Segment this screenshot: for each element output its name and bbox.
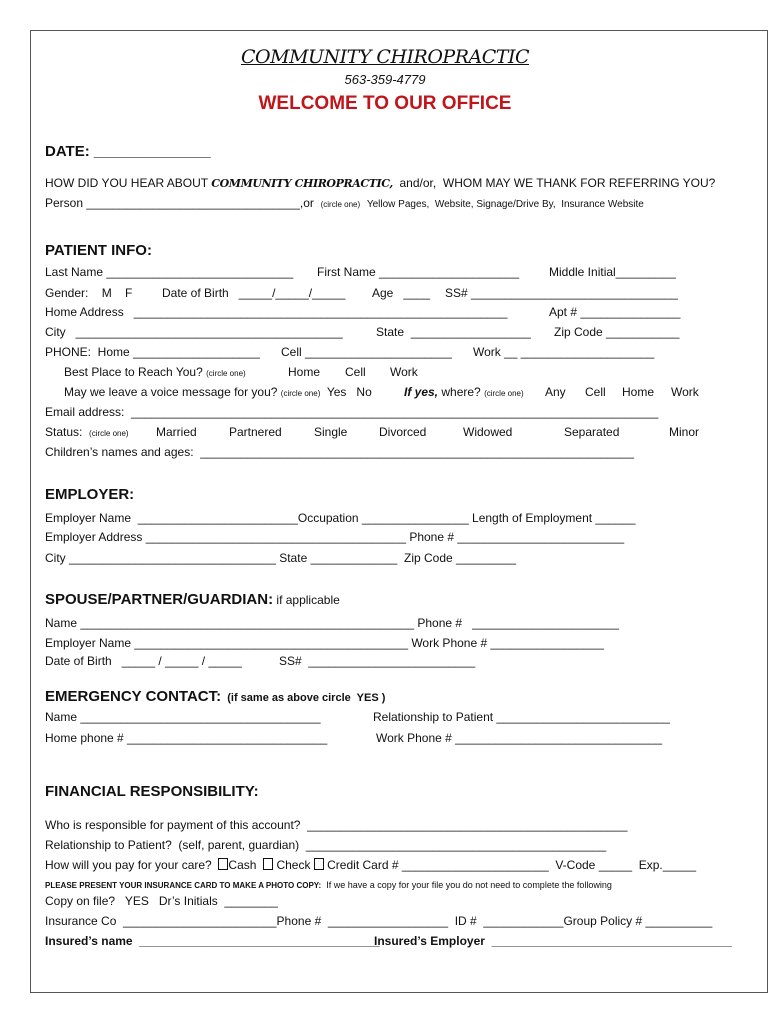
copy-note-text: If we have a copy for your file you do not need to complete the following	[321, 880, 612, 890]
phone-work-field[interactable]: Work __ ____________________	[473, 345, 655, 359]
check-label: Check	[276, 858, 311, 872]
employer-city-row[interactable]: City _______________________________ State _____________ Zip Code _________	[45, 551, 517, 565]
cash-label: Cash	[228, 858, 257, 872]
patient-info-heading: PATIENT INFO:	[45, 242, 152, 259]
referral-options[interactable]: Yellow Pages, Website, Signage/Drive By, Insurance Website	[366, 199, 644, 210]
status-label: Status:	[45, 425, 83, 439]
where-row	[404, 385, 524, 401]
where-circle: (circle one)	[484, 389, 524, 398]
spouse-heading: SPOUSE/PARTNER/GUARDIAN:	[45, 591, 274, 608]
phone-home-field[interactable]: PHONE: Home ___________________	[45, 345, 260, 359]
status-circle: (circle one)	[89, 429, 129, 438]
referral-circle-one: (circle one)	[320, 200, 361, 209]
home-address-field[interactable]: Home Address ________________________________________________________	[45, 305, 508, 319]
check-checkbox[interactable]	[263, 858, 273, 870]
credit-checkbox[interactable]	[314, 858, 324, 870]
status-partnered[interactable]: Partnered	[229, 425, 282, 439]
best-place-row	[64, 365, 246, 381]
best-home-option[interactable]: Home	[288, 365, 321, 379]
if-yes-label: If yes,	[404, 385, 439, 399]
insured-employer-field[interactable]: Insured’s Employer ____________________________________	[374, 934, 732, 948]
insurance-row[interactable]: Insurance Co _______________________Phone # __________________ ID # ____________Group Policy # __________	[45, 914, 713, 928]
referral-question	[45, 176, 715, 191]
spouse-dob-field[interactable]: Date of Birth _____ / _____ / _____	[45, 654, 242, 668]
gender-field[interactable]: Gender: M F	[45, 286, 133, 300]
status-separated[interactable]: Separated	[564, 425, 620, 439]
age-field[interactable]: Age ____	[372, 286, 431, 300]
referral-practice: COMMUNITY CHIROPRACTIC,	[211, 177, 393, 190]
emergency-home-phone-field[interactable]: Home phone # ______________________________	[45, 731, 328, 745]
date-field[interactable]: DATE: ______________	[45, 143, 211, 160]
city-field[interactable]: City ________________________________________	[45, 325, 343, 339]
best-place-label: Best Place to Reach You?	[64, 365, 203, 379]
employer-address-row[interactable]: Employer Address _______________________________________ Phone # _________________________	[45, 530, 625, 544]
spouse-applicable: if applicable	[273, 593, 340, 607]
status-single[interactable]: Single	[314, 425, 348, 439]
children-field[interactable]: Children’s names and ages: _________________________________________________________________	[45, 445, 635, 459]
spouse-employer-row[interactable]: Employer Name _________________________________________ Work Phone # _________________	[45, 636, 604, 650]
zip-field[interactable]: Zip Code ___________	[554, 325, 680, 339]
phone-cell-field[interactable]: Cell ______________________	[281, 345, 452, 359]
status-divorced[interactable]: Divorced	[379, 425, 427, 439]
status-widowed[interactable]: Widowed	[463, 425, 513, 439]
first-name-field[interactable]: First Name _____________________	[317, 265, 520, 279]
status-married[interactable]: Married	[156, 425, 197, 439]
last-name-field[interactable]: Last Name ____________________________	[45, 265, 294, 279]
best-work-option[interactable]: Work	[390, 365, 418, 379]
emergency-note: (if same as above circle YES )	[221, 692, 386, 704]
practice-phone: 563-359-4779	[344, 72, 426, 87]
financial-heading: FINANCIAL RESPONSIBILITY:	[45, 783, 259, 800]
emergency-name-field[interactable]: Name ____________________________________	[45, 710, 321, 724]
emergency-work-phone-field[interactable]: Work Phone # _______________________________	[376, 731, 663, 745]
cash-checkbox[interactable]	[218, 858, 228, 870]
where-work-option[interactable]: Work	[671, 385, 699, 399]
credit-card-field[interactable]: Credit Card # ______________________ V-Code _____ Exp._____	[327, 858, 697, 872]
where-cell-option[interactable]: Cell	[585, 385, 606, 399]
insurance-card-notice	[45, 877, 612, 893]
dob-field[interactable]: Date of Birth _____/_____/_____	[162, 286, 346, 300]
employer-heading: EMPLOYER:	[45, 486, 135, 503]
financial-relationship-field[interactable]: Relationship to Patient? (self, parent, guardian) _____________________________________________	[45, 838, 607, 852]
middle-initial-field[interactable]: Middle Initial_________	[549, 265, 676, 279]
spouse-ssn-field[interactable]: SS# _________________________	[279, 654, 476, 668]
best-cell-option[interactable]: Cell	[345, 365, 366, 379]
referral-person-field[interactable]: Person ________________________________,or	[45, 196, 314, 210]
employer-name-row[interactable]: Employer Name ________________________Occupation ________________ Length of Employment ______	[45, 511, 636, 525]
voice-message-label: May we leave a voice message for you?	[64, 385, 278, 399]
ssn-field[interactable]: SS# _______________________________	[445, 286, 678, 300]
status-minor[interactable]: Minor	[669, 425, 700, 439]
where-home-option[interactable]: Home	[622, 385, 655, 399]
where-any-option[interactable]: Any	[545, 385, 566, 399]
where-label: where?	[438, 385, 481, 399]
emergency-relationship-field[interactable]: Relationship to Patient __________________________	[373, 710, 670, 724]
payment-label: How will you pay for your care?	[45, 858, 219, 872]
payment-row	[45, 858, 696, 872]
referral-person-row	[45, 196, 644, 212]
present-card-text: PLEASE PRESENT YOUR INSURANCE CARD TO MAKE A PHOTO COPY:	[45, 881, 322, 890]
emergency-heading: EMERGENCY CONTACT:	[45, 688, 222, 705]
voice-circle: (circle one)	[280, 389, 321, 398]
spouse-name-row[interactable]: Name __________________________________________________ Phone # ______________________	[45, 616, 619, 630]
email-field[interactable]: Email address: _______________________________________________________________________________	[45, 405, 659, 419]
copy-on-file-field[interactable]: Copy on file? YES Dr’s Initials ________	[45, 894, 278, 908]
referral-prefix: HOW DID YOU HEAR ABOUT	[45, 176, 212, 190]
emergency-heading-row	[45, 688, 385, 705]
status-label-row	[45, 425, 129, 441]
best-place-circle: (circle one)	[206, 369, 246, 378]
referral-suffix: and/or, WHOM MAY WE THANK FOR REFERRING YOU?	[392, 176, 716, 190]
practice-name: COMMUNITY CHIROPRACTIC	[241, 46, 529, 68]
insured-name-field[interactable]: Insured’s name ____________________________________	[45, 934, 380, 948]
voice-yes-no[interactable]: Yes No	[326, 385, 372, 399]
voice-message-row	[64, 385, 372, 401]
spouse-heading-row	[45, 591, 340, 608]
state-field[interactable]: State __________________	[376, 325, 531, 339]
apt-field[interactable]: Apt # _______________	[549, 305, 681, 319]
welcome-title: WELCOME TO OUR OFFICE	[258, 93, 512, 114]
financial-who-field[interactable]: Who is responsible for payment of this account? ________________________________________________	[45, 818, 628, 832]
